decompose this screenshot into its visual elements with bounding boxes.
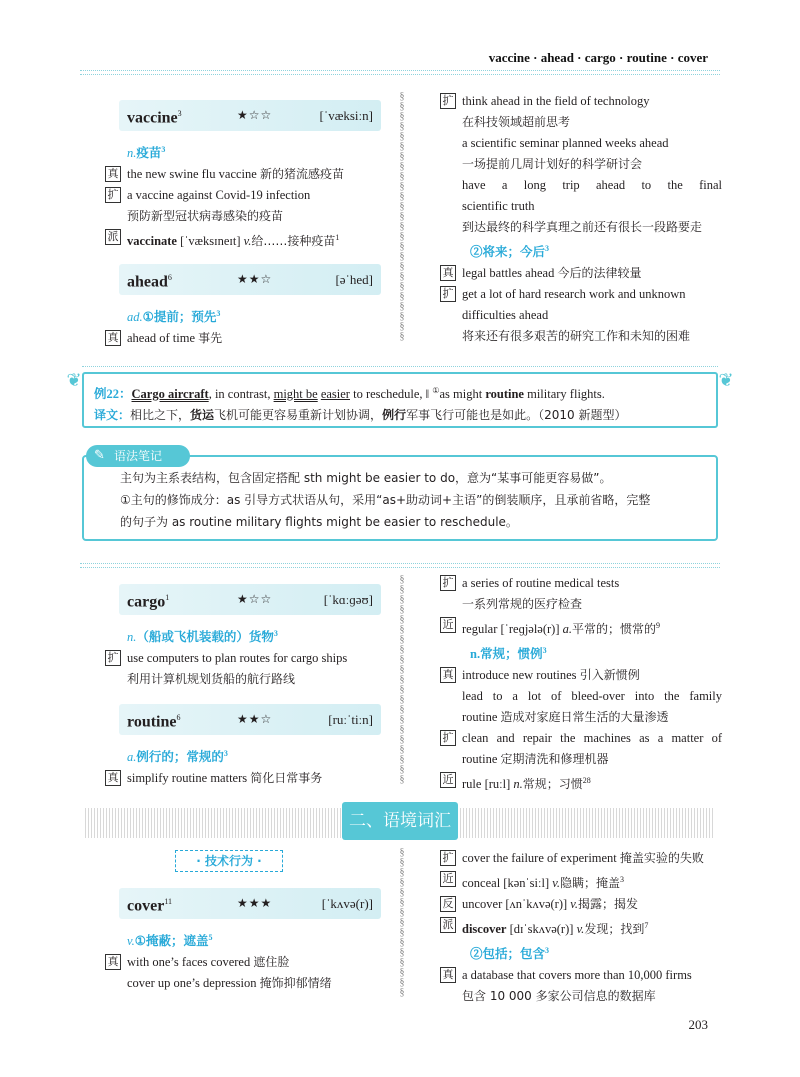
synonym-item: 近 rule [ruːl] n.常规；习惯$^{28}$ <box>440 770 722 795</box>
entry-column-top-right <box>440 91 722 347</box>
example-sentence-box <box>82 372 718 428</box>
example-text: lead to a lot of bleed-over into the family <box>462 689 722 704</box>
example-translation: 到达最终的科学真理之前还有很长一段路要走 <box>462 220 703 234</box>
tag-icon: 派 <box>440 917 456 933</box>
example-translation: 译文：相比之下，货运飞机可能更容易重新计划协调，例行军事飞行可能也是如此。（2010 新题型） <box>94 408 627 423</box>
entry-column-top-left <box>105 100 390 349</box>
example-text: a scientific seminar planned weeks ahead <box>462 136 669 150</box>
sense-heading: ②包括；包含$^3$ <box>470 946 550 962</box>
tag-icon: 扩 <box>105 187 121 203</box>
definition: ad.①提前；预先$^3$ <box>127 309 221 325</box>
section-divider <box>80 563 720 568</box>
example-item: 扩 use computers to plan routes for cargo ships 利用计算机规划货船的航行路线 <box>105 648 390 690</box>
example-item: 扩 a series of routine medical tests 一系列常规的医疗检查 <box>440 573 722 615</box>
definition: v.①掩蔽；遮盖$^5$ <box>127 933 213 949</box>
grammar-note-box <box>82 455 718 541</box>
definition: a.例行的；常规的$^3$ <box>127 749 228 765</box>
tag-icon: 近 <box>440 871 456 887</box>
derivative-item: 派 discover [dɪˈskʌvə(r)] v.发现；找到$^7$ <box>440 915 722 940</box>
entry-column-mid-left <box>105 584 390 789</box>
tag-icon: 扩 <box>440 730 456 746</box>
frequency-stars: ★☆☆ <box>237 108 273 122</box>
frequency-stars: ★★☆ <box>237 712 273 727</box>
frequency-stars: ★★☆ <box>237 272 273 287</box>
word-card-routine <box>119 704 381 735</box>
example-item: 扩 get a lot of hard research work and unknown difficulties ahead 将来还有很多艰苦的研究工作和未知的困难 <box>440 284 722 347</box>
phonetic: [əˈhed] <box>335 272 373 288</box>
example-item: 扩 a vaccine against Covid-19 infection 预防新型冠状病毒感染的疫苗 <box>105 185 390 227</box>
tag-icon: 真 <box>105 166 121 182</box>
headword: cargo$^1$ <box>127 592 170 611</box>
example-text: have a long trip ahead to the final <box>462 178 722 192</box>
section-title: 二、语境词汇 <box>342 802 458 840</box>
example-item: 真 simplify routine matters 简化日常事务 <box>105 768 390 789</box>
page-header-title: vaccine · ahead · cargo · routine · cover <box>488 50 708 65</box>
tag-icon: 扩 <box>440 850 456 866</box>
tag-icon: 真 <box>105 330 121 346</box>
word-card-vaccine <box>119 100 381 131</box>
entry-column-bottom-right <box>440 848 722 1007</box>
column-divider: § § § § § § § § § § § § § § § <box>399 848 405 998</box>
definition: n.疫苗$^3$ <box>127 145 166 161</box>
column-divider: § § § § § § § § § § § § § § § § § § § § § <box>399 575 405 785</box>
page-number: 203 <box>688 1017 708 1032</box>
example-item: 扩 think ahead in the field of technology 在科技领域超前思考 <box>440 91 722 133</box>
grammar-note-line: 主句为主系表结构，包含固定搭配 sth might be easier to do，意为“某事可能更容易做”。 <box>120 471 612 485</box>
example-item: 真 with one’s faces covered 遮住脸 cover up one’s depression 掩饰抑郁情绪 <box>105 952 390 994</box>
phonetic: [ˈkɑːɡəʊ] <box>323 592 373 607</box>
synonym-item: 近 regular [ˈreɡjələ(r)] a.平常的；惯常的$^9$ <box>440 615 722 640</box>
derivative-item: 派 vaccinate [ˈvæksɪneɪt] v.给……接种疫苗$^1$ <box>105 227 390 252</box>
definition: n.（船或飞机装载的）货物$^3$ <box>127 629 278 645</box>
entry-column-bottom-left <box>105 850 390 994</box>
tag-icon: 真 <box>440 667 456 683</box>
example-item: 真 ahead of time 事先 <box>105 328 390 349</box>
phonetic: [ˈvæksiːn] <box>319 108 373 123</box>
example-translation: 一场提前几周计划好的科学研讨会 <box>462 157 643 171</box>
sense-heading: n.常规；惯例$^3$ <box>470 646 547 662</box>
grammar-note-tag: ✎ 语法笔记 <box>86 445 190 467</box>
antonym-item: 反 uncover [ʌnˈkʌvə(r)] v.揭露；揭发 <box>440 894 722 915</box>
phonetic: [ruːˈtiːn] <box>328 712 373 728</box>
column-divider: § § § § § § § § § § § § § § § § § § § § § § § § § <box>399 92 405 342</box>
tag-icon: 反 <box>440 896 456 912</box>
tag-icon: 扩 <box>440 575 456 591</box>
ornament-icon: ❦ <box>718 370 734 390</box>
example-item: 扩 cover the failure of experiment 掩盖实验的失败 <box>440 848 722 869</box>
tag-icon: 扩 <box>440 93 456 109</box>
category-label: · 技术行为 · <box>175 850 283 872</box>
tag-icon: 真 <box>105 770 121 786</box>
example-item: 真 legal battles ahead 今后的法律较量 <box>440 263 722 284</box>
word-card-cargo <box>119 584 381 615</box>
frequency-stars: ★★★ <box>237 896 273 910</box>
tag-icon: 真 <box>440 967 456 983</box>
sense-heading: ②将来；今后$^3$ <box>470 244 550 260</box>
tag-icon: 派 <box>105 229 121 245</box>
word-card-ahead <box>119 264 381 295</box>
tag-icon: 近 <box>440 617 456 633</box>
example-item: 真 introduce new routines 引入新惯例 <box>440 665 722 686</box>
grammar-note-line: 的句子为 as routine military flights might be easier to reschedule。 <box>120 515 518 529</box>
headword: ahead$^6$ <box>127 273 172 291</box>
example-text: routine 造成对家庭日常生活的大量渗透 <box>462 710 669 725</box>
frequency-stars: ★☆☆ <box>237 592 273 606</box>
example-item: 真 a database that covers more than 10,000 firms 包含 10 000 多家公司信息的数据库 <box>440 965 722 1007</box>
header-divider <box>80 70 720 75</box>
example-item: 扩 clean and repair the machines as a matter of routine 定期清洗和修理机器 <box>440 728 722 770</box>
grammar-note-line: ①主句的修饰成分：as 引导方式状语从句，采用“as+助动词+主语”的倒装顺序，且承前省略，完整 <box>120 493 651 507</box>
entry-column-mid-right <box>440 573 722 795</box>
synonym-item: 近 conceal [kənˈsiːl] v.隐瞒；掩盖$^3$ <box>440 869 722 894</box>
headword: vaccine$^3$ <box>127 108 182 127</box>
tag-icon: 近 <box>440 772 456 788</box>
phonetic: [ˈkʌvə(r)] <box>321 896 373 911</box>
tag-icon: 扩 <box>440 286 456 302</box>
tag-icon: 真 <box>440 265 456 281</box>
tag-icon: 真 <box>105 954 121 970</box>
headword: routine$^6$ <box>127 712 181 731</box>
example-sentence: 例22：Cargo aircraft, in contrast, might be easier to reschedule, ‖ ①as might routine military flights. <box>94 386 605 402</box>
word-card-cover <box>119 888 381 919</box>
headword: cover$^{11}$ <box>127 896 173 915</box>
tag-icon: 扩 <box>105 650 121 666</box>
pen-icon: ✎ <box>94 448 105 463</box>
example-item: 真 the new swine flu vaccine 新的猪流感疫苗 <box>105 164 390 185</box>
example-text: scientific truth <box>462 199 535 213</box>
ornament-icon: ❦ <box>66 370 82 390</box>
